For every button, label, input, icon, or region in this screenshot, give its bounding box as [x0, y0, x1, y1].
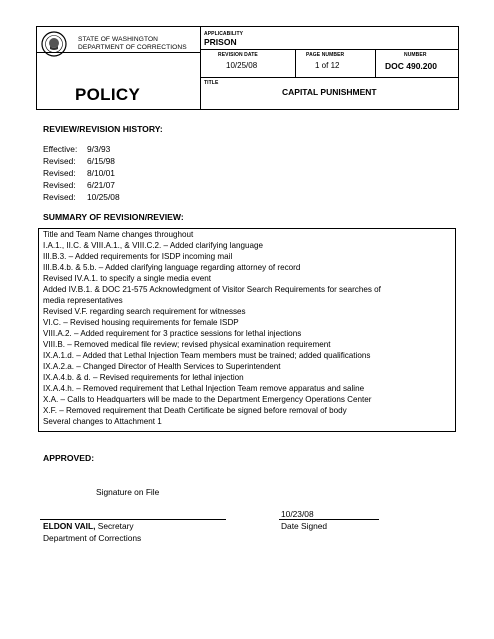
signer-name-title [43, 521, 134, 531]
history-row-date: 6/15/98 [87, 156, 115, 166]
document-number-value: DOC 490.200 [385, 61, 437, 71]
summary-line: III.B.4.b. & 5.b. – Added clarifying language regarding attorney of record [43, 263, 301, 272]
page-number-value: 1 of 12 [315, 61, 340, 70]
date-signed-label: Date Signed [281, 521, 328, 531]
summary-line: VI.C. – Revised housing requirements for female ISDP [43, 318, 239, 327]
summary-line: Title and Team Name changes throughout [43, 230, 194, 239]
title-label: TITLE [204, 80, 219, 86]
summary-line: IX.A.4.b. & d. – Revised requirements for lethal injection [43, 373, 244, 382]
summary-line: III.B.3. – Added requirements for ISDP incoming mail [43, 252, 233, 261]
summary-line: IX.A.4.h. – Removed requirement that Lethal Injection Team remove apparatus and saline [43, 384, 365, 393]
summary-line: Revised IV.A.1. to specify a single media event [43, 274, 211, 283]
applicability-label: APPLICABILITY [204, 31, 244, 37]
summary-line: media representatives [43, 296, 123, 305]
history-row-date: 9/3/93 [87, 144, 111, 154]
history-row-kind: Revised: [43, 156, 76, 166]
history-row-kind: Revised: [43, 168, 76, 178]
policy-header-box [36, 26, 459, 110]
document-number-label: NUMBER [404, 52, 427, 58]
agency-name: STATE OF WASHINGTON DEPARTMENT OF CORRECTIONS [78, 36, 187, 51]
policy-title: CAPITAL PUNISHMENT [282, 87, 377, 97]
summary-line: IX.A.2.a. – Changed Director of Health Services to Superintendent [43, 362, 281, 371]
revision-date-label: REVISION DATE [218, 52, 258, 58]
signer-organization: Department of Corrections [43, 533, 142, 543]
date-signed-value: 10/23/08 [281, 509, 314, 519]
summary-line: Added IV.B.1. & DOC 21-575 Acknowledgment of Visitor Search Requirements for searches of [43, 285, 381, 294]
document-type: POLICY [75, 85, 141, 104]
history-row-date: 8/10/01 [87, 168, 115, 178]
washington-state-seal-icon [41, 31, 67, 57]
summary-box [38, 228, 456, 432]
history-row-kind: Effective: [43, 144, 78, 154]
page-number-label: PAGE NUMBER [306, 52, 345, 58]
history-row-date: 6/21/07 [87, 180, 115, 190]
signer-title: Secretary [95, 521, 134, 531]
signature-on-file: Signature on File [96, 487, 160, 497]
signer-name: ELDON VAIL, [43, 521, 96, 531]
summary-line: X.F. – Removed requirement that Death Certificate be signed before removal of body [43, 406, 347, 415]
history-row-date: 10/25/08 [87, 192, 120, 202]
summary-line: VIII.A.2. – Added requirement for 3 practice sessions for lethal injections [43, 329, 302, 338]
revision-date-value: 10/25/08 [226, 61, 258, 70]
summary-line: Revised V.F. regarding search requirement for witnesses [43, 307, 246, 316]
summary-line: IX.A.1.d. – Added that Lethal Injection Team members must be trained; added qualifications [43, 351, 371, 360]
history-row-kind: Revised: [43, 180, 76, 190]
history-row-kind: Revised: [43, 192, 76, 202]
summary-line: VIII.B. – Removed medical file review; revised physical examination requirement [43, 340, 331, 349]
signature-line [40, 519, 226, 520]
summary-line: X.A. – Calls to Headquarters will be made to the Department Emergency Operations Center [43, 395, 372, 404]
applicability-value: PRISON [204, 37, 237, 47]
summary-line: I.A.1., II.C. & VIII.A.1., & VIII.C.2. – Added clarifying language [43, 241, 263, 250]
approved-heading: APPROVED: [43, 453, 95, 463]
summary-line: Several changes to Attachment 1 [43, 417, 162, 426]
date-line [279, 519, 379, 520]
summary-heading: SUMMARY OF REVISION/REVIEW: [43, 212, 184, 222]
history-heading: REVIEW/REVISION HISTORY: [43, 124, 163, 134]
